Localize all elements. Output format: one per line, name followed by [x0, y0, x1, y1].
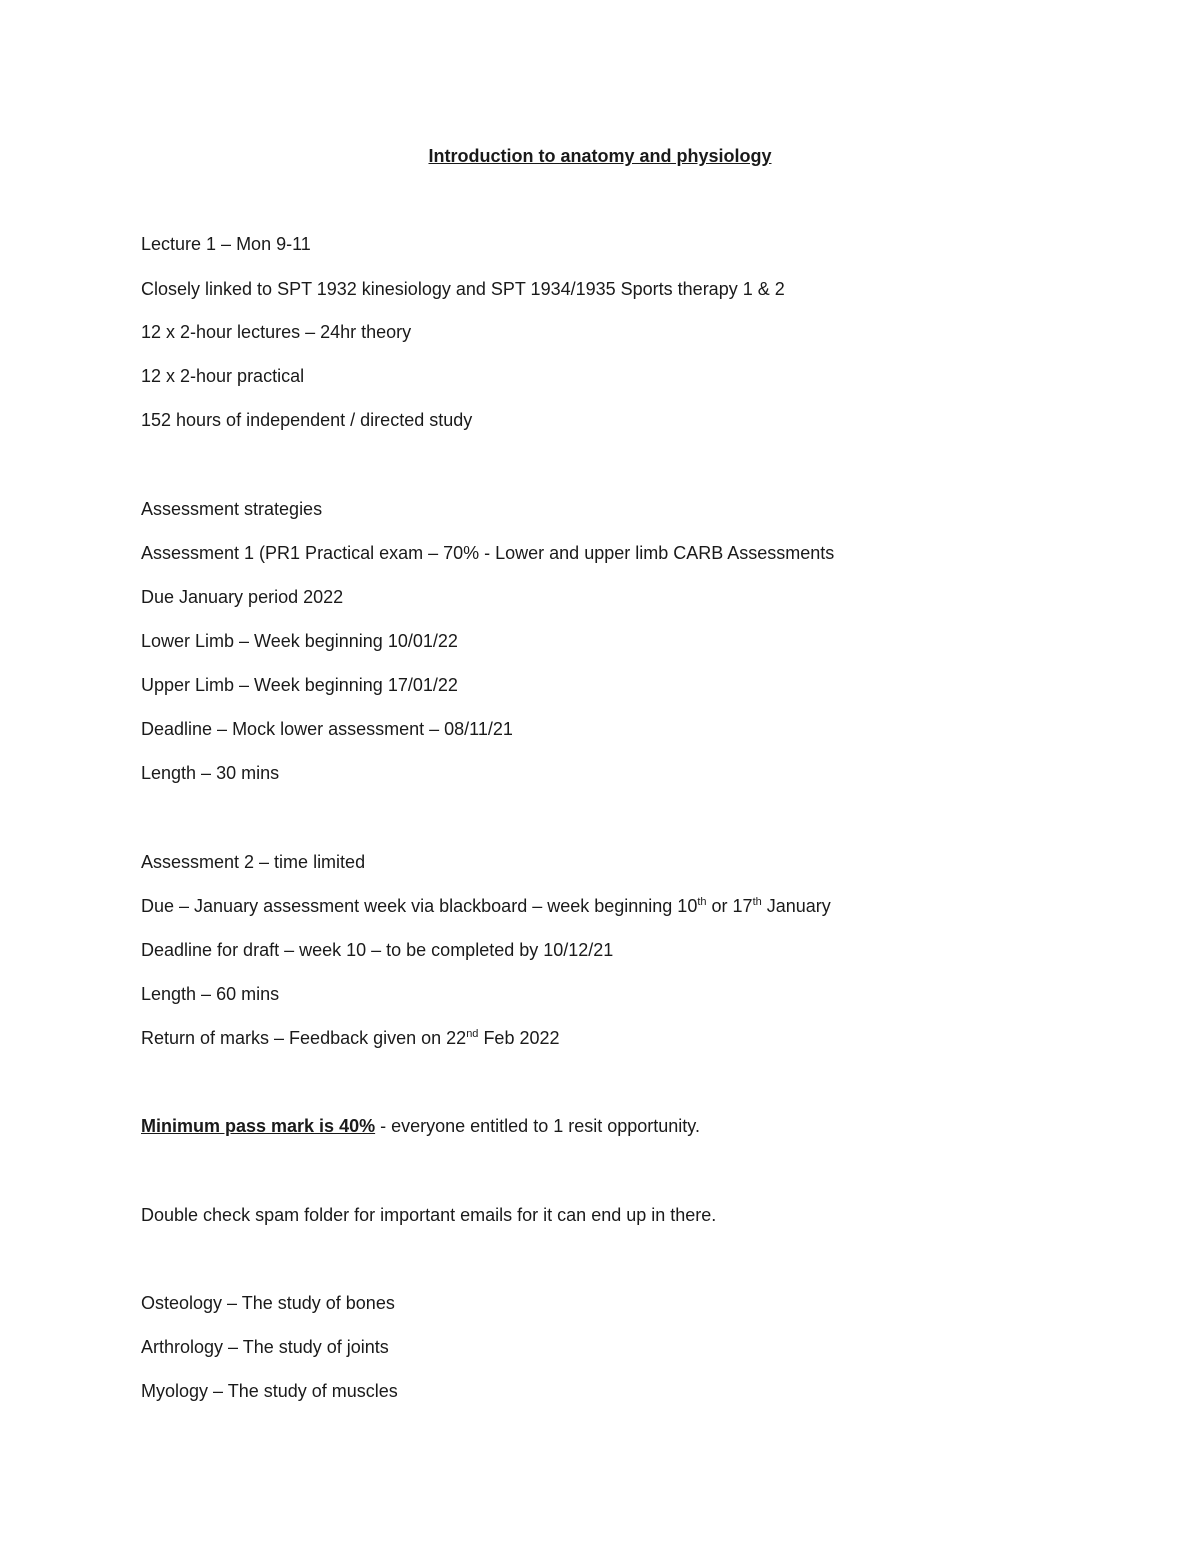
assessment-2-length: Length – 60 mins — [141, 984, 280, 1004]
pass-mark-note — [141, 1114, 700, 1138]
assessment-2-due-text-c: January — [761, 896, 831, 916]
assessment-1-deadline: Deadline – Mock lower assessment – 08/11/21 — [141, 719, 513, 739]
linked-modules: Closely linked to SPT 1932 kinesiology and SPT 1934/1935 Sports therapy 1 & 2 — [141, 279, 785, 299]
definition-osteology: Osteology – The study of bones — [141, 1293, 395, 1313]
study-hours: 152 hours of independent / directed study — [141, 410, 473, 430]
assessment-2-due-text-b: or 17 — [706, 896, 753, 916]
lecture-schedule: Lecture 1 – Mon 9-11 — [141, 234, 311, 254]
ordinal-suffix: nd — [466, 1028, 479, 1040]
assessment-1-lower-limb: Lower Limb – Week beginning 10/01/22 — [141, 631, 458, 651]
definition-myology: Myology – The study of muscles — [141, 1381, 398, 1401]
definition-arthrology: Arthrology – The study of joints — [141, 1337, 389, 1357]
assessment-1-name: Assessment 1 (PR1 Practical exam – 70% - Lower and upper limb CARB Assessments — [141, 543, 835, 563]
assessment-2-due-text-a: Due – January assessment week via blackboard – week beginning 10 — [141, 896, 698, 916]
assessment-1-length: Length – 30 mins — [141, 763, 280, 783]
document-title: Introduction to anatomy and physiology — [428, 146, 772, 166]
assessment-2-return-of-marks — [141, 1026, 560, 1050]
practical-hours: 12 x 2-hour practical — [141, 366, 305, 386]
lecture-hours: 12 x 2-hour lectures – 24hr theory — [141, 322, 412, 342]
spam-folder-note: Double check spam folder for important emails for it can end up in there. — [141, 1205, 717, 1225]
assessment-1-due: Due January period 2022 — [141, 587, 344, 607]
assessment-1-upper-limb: Upper Limb – Week beginning 17/01/22 — [141, 675, 458, 695]
pass-mark-emphasis: Minimum pass mark is 40% — [141, 1116, 376, 1136]
pass-mark-rest: - everyone entitled to 1 resit opportunity. — [375, 1116, 700, 1136]
assessment-2-draft-deadline: Deadline for draft – week 10 – to be completed by 10/12/21 — [141, 940, 614, 960]
return-text-a: Return of marks – Feedback given on 22 — [141, 1028, 467, 1048]
ordinal-suffix: th — [697, 896, 707, 908]
return-text-b: Feb 2022 — [478, 1028, 560, 1048]
assessment-strategies-heading: Assessment strategies — [141, 499, 323, 519]
ordinal-suffix: th — [752, 896, 762, 908]
assessment-2-heading: Assessment 2 – time limited — [141, 852, 366, 872]
assessment-2-due — [141, 894, 831, 918]
